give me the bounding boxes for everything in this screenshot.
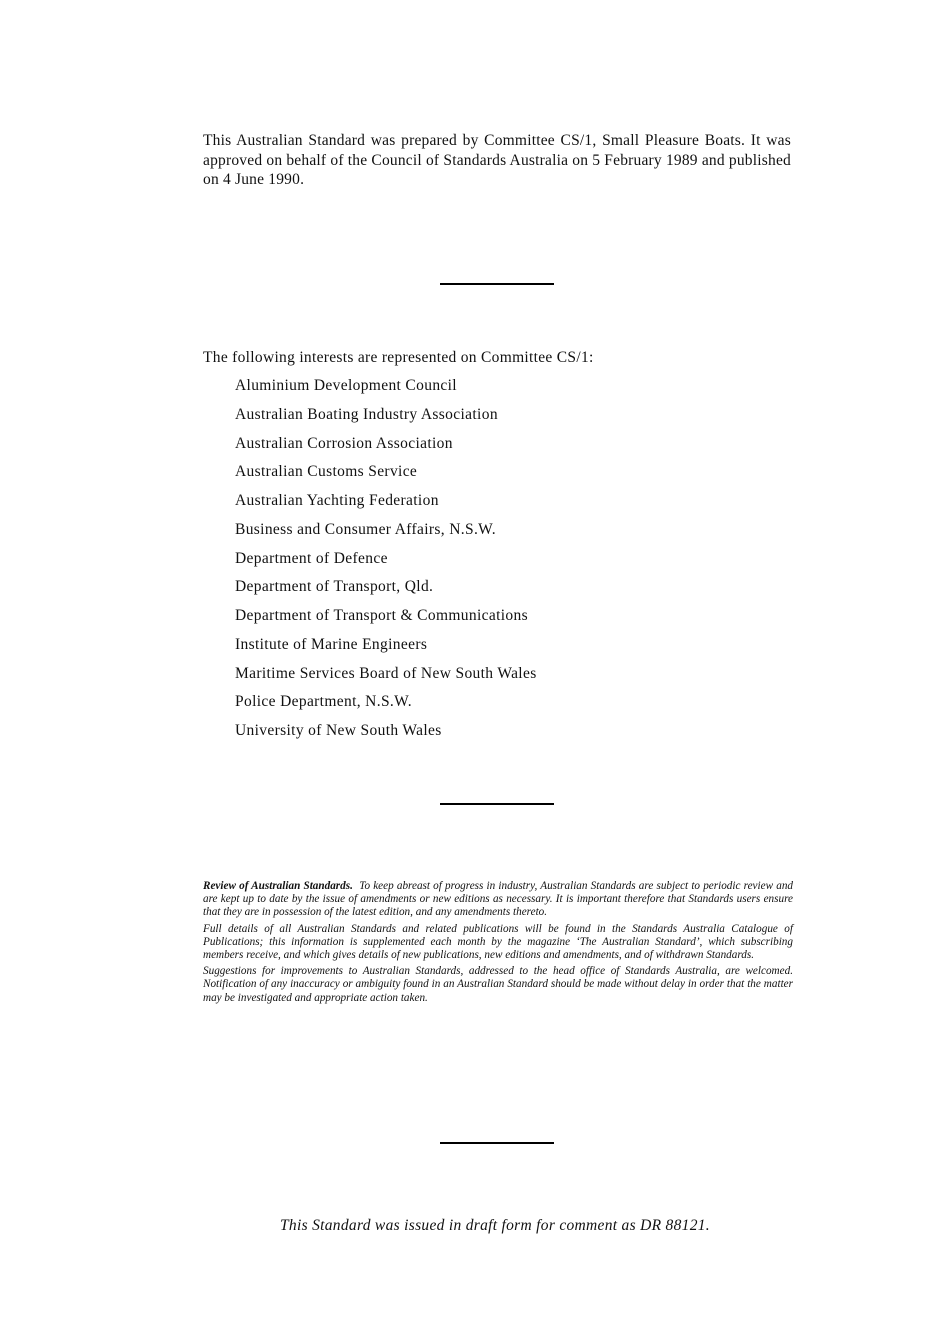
committee-member: Department of Transport, Qld. <box>235 578 434 596</box>
review-notice <box>203 880 793 1008</box>
divider-rule <box>440 1142 554 1144</box>
review-paragraph <box>203 880 793 920</box>
committee-heading: The following interests are represented on Committee CS/1: <box>203 349 594 366</box>
review-paragraph: Full details of all Australian Standards and related publications will be found in the Standards Australia Catalogue of Publications; this information is supplemented each month by the magazine ‘The Australian Standard’, which subscribing members receive, and which gives details of new publications, new editions and amendments, and of withdrawn Standards. <box>203 922 793 962</box>
committee-member: Police Department, N.S.W. <box>235 693 412 711</box>
committee-member: Australian Yachting Federation <box>235 492 439 509</box>
review-title: Review of Australian Standards. <box>203 880 353 892</box>
committee-member: Business and Consumer Affairs, N.S.W. <box>235 520 496 538</box>
committee-member: University of New South Wales <box>235 722 442 739</box>
review-paragraph: Suggestions for improvements to Australian Standards, addressed to the head office of Standards Australia, are welcomed. Notification of any inaccuracy or ambiguity found in an Australian Standard should be made without delay in order that the matter may be investigated and appropriate action taken. <box>203 965 793 1004</box>
draft-note: This Standard was issued in draft form for comment as DR 88121. <box>280 1217 710 1234</box>
committee-member: Australian Boating Industry Association <box>235 405 498 423</box>
divider-rule <box>440 283 554 285</box>
committee-member: Aluminium Development Council <box>235 377 457 394</box>
committee-member: Australian Customs Service <box>235 463 418 481</box>
committee-member: Department of Transport & Communications <box>235 607 528 624</box>
divider-rule <box>440 803 554 805</box>
review-text: To keep abreast of progress in industry, Australian Standards are subject to periodic review and are kept up to date by the issue of amendments or new editions as necessary. It is important therefore that Standards users ensure that they are in possession of the latest edition, and any amendments thereto. <box>203 880 794 919</box>
committee-member-list <box>235 376 537 750</box>
committee-member: Australian Corrosion Association <box>235 434 453 452</box>
committee-member: Institute of Marine Engineers <box>235 635 428 653</box>
committee-member: Maritime Services Board of New South Wales <box>235 664 537 682</box>
committee-member: Department of Defence <box>235 549 388 567</box>
approval-statement: This Australian Standard was prepared by Committee CS/1, Small Pleasure Boats. It was approved on behalf of the Council of Standards Australia on 5 February 1989 and published on 4 June 1990. <box>203 132 791 188</box>
